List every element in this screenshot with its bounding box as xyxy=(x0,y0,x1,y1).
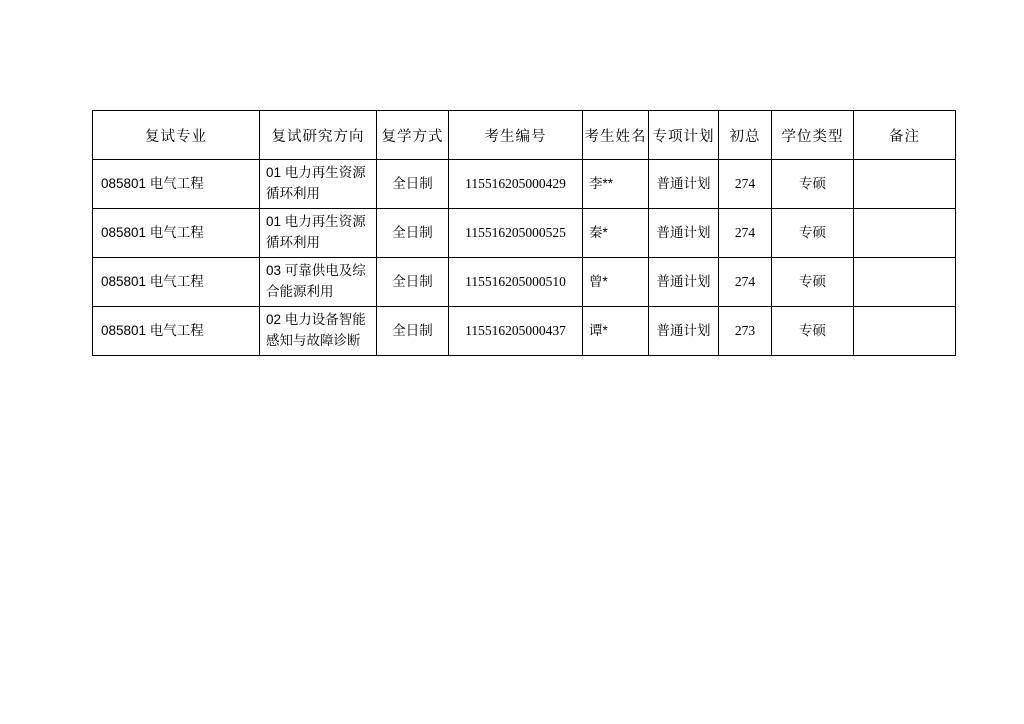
cell-candidate-name-text: 谭* xyxy=(589,322,608,338)
cell-special-plan xyxy=(649,307,719,356)
cell-degree-type xyxy=(772,258,854,307)
cell-study-mode xyxy=(377,160,449,209)
cell-study-mode-text: 全日制 xyxy=(392,175,433,191)
cell-special-plan-text: 普通计划 xyxy=(656,273,711,289)
column-header-direction: 复试研究方向 xyxy=(260,111,377,160)
cell-initial-total xyxy=(719,160,772,209)
cell-candidate-id xyxy=(449,307,583,356)
cell-degree-type-text: 专硕 xyxy=(799,273,826,289)
column-header-major: 复试专业 xyxy=(93,111,260,160)
cell-special-plan-text: 普通计划 xyxy=(656,175,711,191)
cell-remark xyxy=(854,160,956,209)
cell-initial-total xyxy=(719,258,772,307)
cell-candidate-name xyxy=(583,307,649,356)
cell-initial-total-text: 274 xyxy=(734,273,756,289)
cell-direction-text: 01 电力再生资源循环利用 xyxy=(266,214,366,250)
cell-remark xyxy=(854,209,956,258)
column-header-special-plan: 专项计划 xyxy=(649,111,719,160)
column-header-study-mode: 复学方式 xyxy=(377,111,449,160)
cell-candidate-id xyxy=(449,160,583,209)
cell-major-text: 085801 电气工程 xyxy=(101,175,204,191)
cell-direction xyxy=(260,258,377,307)
cell-study-mode-text: 全日制 xyxy=(392,322,433,338)
cell-candidate-name-text: 曾* xyxy=(589,273,608,289)
column-header-candidate-name: 考生姓名 xyxy=(583,111,649,160)
cell-major-text: 085801 电气工程 xyxy=(101,322,204,338)
cell-major xyxy=(93,258,260,307)
table-header-row xyxy=(93,111,956,160)
cell-candidate-id xyxy=(449,209,583,258)
cell-candidate-name-text: 秦* xyxy=(589,224,608,240)
cell-special-plan xyxy=(649,258,719,307)
table-row xyxy=(93,258,956,307)
cell-degree-type xyxy=(772,307,854,356)
cell-direction-text: 01 电力再生资源循环利用 xyxy=(266,165,366,201)
cell-candidate-name xyxy=(583,160,649,209)
cell-initial-total xyxy=(719,307,772,356)
cell-study-mode xyxy=(377,307,449,356)
cell-initial-total-text: 274 xyxy=(734,224,756,240)
column-header-degree-type: 学位类型 xyxy=(772,111,854,160)
cell-study-mode xyxy=(377,258,449,307)
cell-initial-total-text: 274 xyxy=(734,175,756,191)
cell-direction-text: 03 可靠供电及综合能源利用 xyxy=(266,263,366,299)
column-header-remark: 备注 xyxy=(854,111,956,160)
cell-degree-type-text: 专硕 xyxy=(799,224,826,240)
cell-candidate-id-text: 115516205000510 xyxy=(465,273,566,289)
cell-direction xyxy=(260,209,377,258)
cell-degree-type xyxy=(772,209,854,258)
cell-direction xyxy=(260,160,377,209)
cell-major xyxy=(93,160,260,209)
cell-direction xyxy=(260,307,377,356)
cell-study-mode xyxy=(377,209,449,258)
cell-remark xyxy=(854,258,956,307)
cell-candidate-name xyxy=(583,209,649,258)
cell-study-mode-text: 全日制 xyxy=(392,273,433,289)
cell-initial-total xyxy=(719,209,772,258)
cell-special-plan xyxy=(649,160,719,209)
cell-special-plan xyxy=(649,209,719,258)
cell-remark xyxy=(854,307,956,356)
cell-direction-text: 02 电力设备智能感知与故障诊断 xyxy=(266,312,366,348)
cell-study-mode-text: 全日制 xyxy=(392,224,433,240)
table-row xyxy=(93,160,956,209)
cell-special-plan-text: 普通计划 xyxy=(656,224,711,240)
admission-table-container xyxy=(92,110,935,356)
cell-major xyxy=(93,209,260,258)
cell-candidate-id xyxy=(449,258,583,307)
cell-candidate-id-text: 115516205000525 xyxy=(465,224,566,240)
cell-major-text: 085801 电气工程 xyxy=(101,273,204,289)
cell-candidate-name xyxy=(583,258,649,307)
cell-candidate-id-text: 115516205000437 xyxy=(465,322,566,338)
cell-special-plan-text: 普通计划 xyxy=(656,322,711,338)
cell-degree-type-text: 专硕 xyxy=(799,175,826,191)
table-header xyxy=(93,111,956,160)
cell-major xyxy=(93,307,260,356)
cell-degree-type xyxy=(772,160,854,209)
cell-candidate-name-text: 李** xyxy=(589,175,614,191)
cell-candidate-id-text: 115516205000429 xyxy=(465,175,566,191)
admission-table xyxy=(92,110,956,356)
table-body xyxy=(93,160,956,356)
cell-major-text: 085801 电气工程 xyxy=(101,224,204,240)
table-row xyxy=(93,209,956,258)
table-row xyxy=(93,307,956,356)
column-header-initial-total: 初总 xyxy=(719,111,772,160)
cell-initial-total-text: 273 xyxy=(734,322,756,338)
column-header-candidate-id: 考生编号 xyxy=(449,111,583,160)
cell-degree-type-text: 专硕 xyxy=(799,322,826,338)
